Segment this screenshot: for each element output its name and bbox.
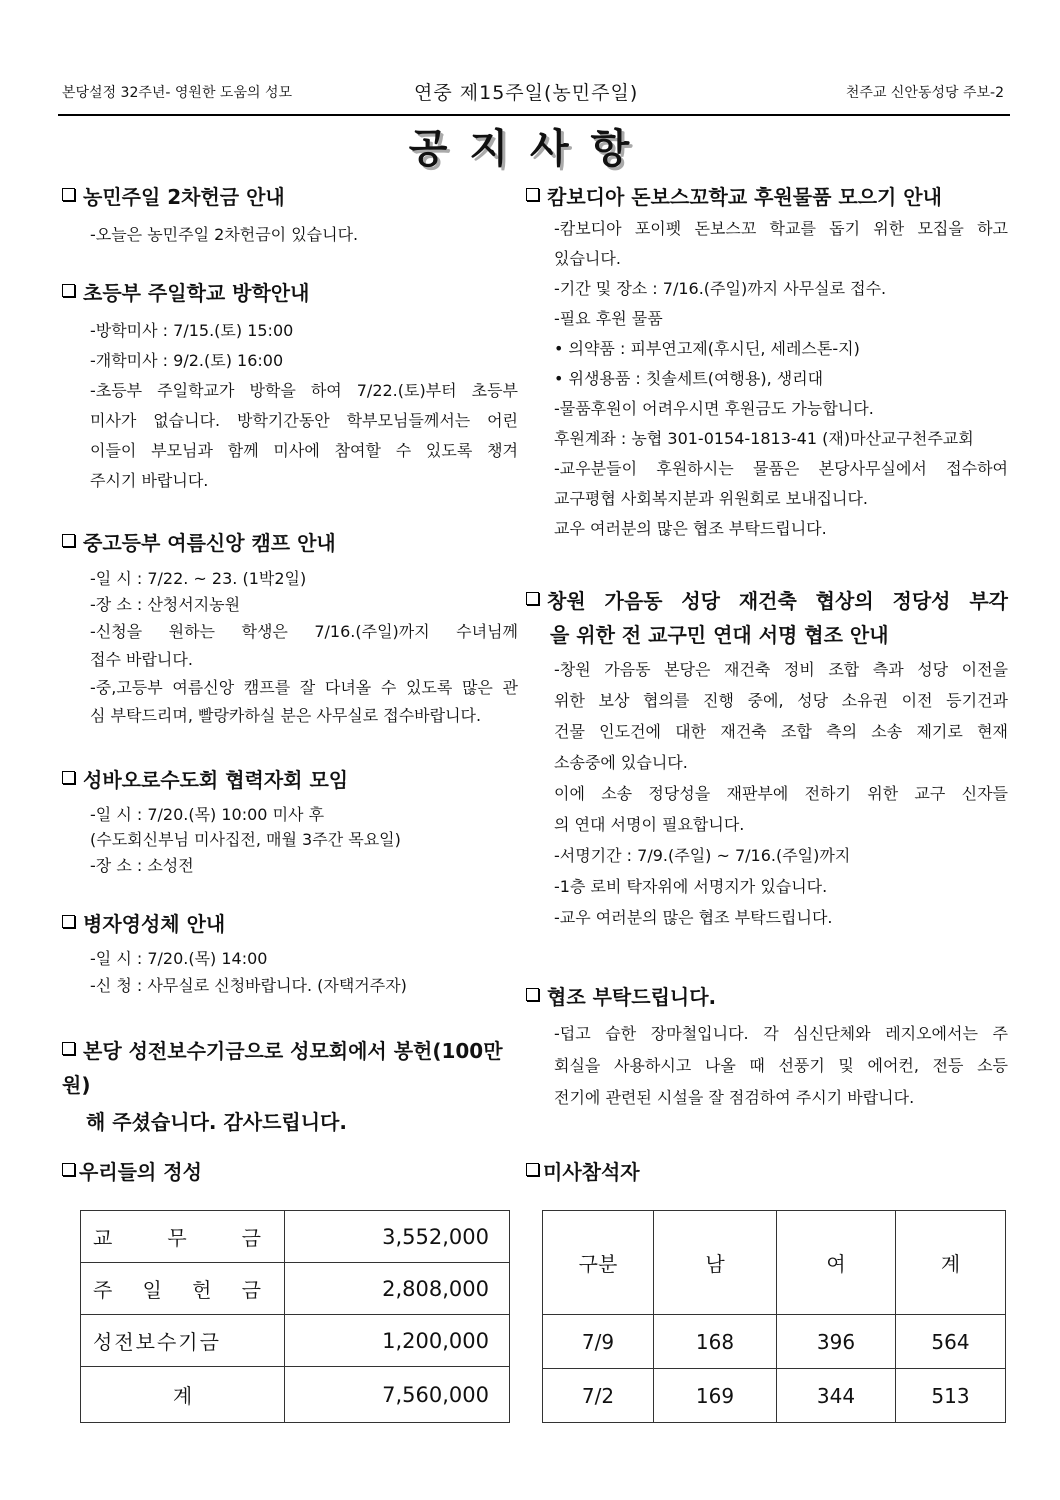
notice-line: -물품후원이 어려우시면 후원금도 가능합니다.	[554, 399, 874, 418]
notice-line: (수도회신부님 미사집전, 매월 3주간 목요일)	[90, 830, 401, 849]
notice-line: -기간 및 장소 : 7/16.(주일)까지 사무실로 접수.	[554, 279, 887, 298]
section-title: 미사참석자	[543, 1160, 640, 1184]
checkbox-bullet-icon	[62, 771, 75, 784]
table-cell-label: 교 무 금	[81, 1211, 285, 1263]
notice-title: 창원 가음동 성당 재건축 협상의 정당성 부각	[547, 589, 1008, 613]
checkbox-bullet-icon	[526, 988, 539, 1001]
table-header-row	[543, 1211, 1006, 1315]
table-row	[543, 1369, 1006, 1423]
checkbox-bullet-icon	[62, 284, 75, 297]
notice-line: 교우 여러분의 많은 협조 부탁드립니다.	[554, 519, 827, 538]
notice-farmers-sunday	[62, 180, 522, 250]
notice-line: 위한 보상 협의를 진행 중에, 성당 소유권 이전 등기건과	[554, 691, 1008, 710]
notice-line: 있습니다.	[554, 249, 621, 268]
offering-table	[80, 1210, 510, 1423]
table-cell: 564	[896, 1315, 1006, 1369]
notice-line: -캄보디아 포이펫 돈보스꼬 학교를 돕기 위한 모집을 하고	[554, 219, 1008, 238]
table-cell: 7/2	[543, 1369, 654, 1423]
table-cell: 513	[896, 1369, 1006, 1423]
table-cell: 344	[777, 1369, 896, 1423]
notice-title: 초등부 주일학교 방학안내	[83, 281, 310, 305]
page-title: 공지사항	[408, 126, 652, 172]
table-header-cell: 계	[896, 1211, 1006, 1315]
checkbox-bullet-icon	[62, 534, 75, 547]
notice-title: 본당 성전보수기금으로 성모회에서 봉헌(100만원)	[62, 1039, 503, 1097]
checkbox-bullet-icon	[526, 188, 539, 201]
notice-youth-camp	[62, 526, 518, 730]
notice-line: -교우 여러분의 많은 협조 부탁드립니다.	[554, 908, 833, 927]
notice-donation-thanks	[62, 1034, 522, 1142]
table-cell: 169	[654, 1369, 777, 1423]
notice-line: 접수 바랍니다.	[90, 650, 193, 669]
table-cell-value: 1,200,000	[285, 1315, 510, 1367]
notice-title: 병자영성체 안내	[83, 912, 226, 936]
notice-line: -장 소 : 산청서지농원	[90, 595, 241, 614]
notice-cooperation-request	[526, 980, 1008, 1114]
notice-title: 성바오로수도회 협력자회 모임	[83, 768, 349, 792]
table-cell: 7/9	[543, 1315, 654, 1369]
notice-cambodia-donation	[526, 180, 1008, 544]
notice-line: -신 청 : 사무실로 신청바랍니다. (자택거주자)	[90, 976, 407, 995]
notice-line: -덥고 습한 장마철입니다. 각 심신단체와 레지오에서는 주	[554, 1024, 1008, 1043]
notice-line: -일 시 : 7/20.(목) 10:00 미사 후	[90, 805, 325, 824]
table-cell-value: 2,808,000	[285, 1263, 510, 1315]
table-cell-label: 계	[81, 1367, 285, 1423]
notice-line: -1층 로비 탁자위에 서명지가 있습니다.	[554, 877, 828, 896]
offering-section-heading	[62, 1155, 202, 1189]
attendance-table	[542, 1210, 1006, 1423]
bulletin-header	[58, 76, 1010, 116]
notice-line: -중,고등부 여름신앙 캠프를 잘 다녀올 수 있도록 많은 관	[90, 678, 518, 697]
checkbox-bullet-icon	[62, 188, 75, 201]
notice-line: 미사가 없습니다. 방학기간동안 학부모님들께서는 어린	[90, 411, 518, 430]
table-row	[81, 1367, 510, 1423]
notice-line: 후원계좌 : 농협 301-0154-1813-41 (재)마산교구천주교회	[554, 429, 974, 448]
table-cell-label: 주 일 헌 금	[81, 1263, 285, 1315]
notice-title: 캄보디아 돈보스꼬학교 후원물품 모으기 안내	[547, 185, 942, 209]
notice-elementary-vacation	[62, 276, 518, 496]
table-cell: 168	[654, 1315, 777, 1369]
notice-line: -개학미사 : 9/2.(토) 16:00	[90, 351, 284, 370]
section-title: 우리들의 정성	[79, 1160, 202, 1184]
notice-line: -창원 가음동 본당은 재건축 정비 조합 측과 성당 이전을	[554, 660, 1008, 679]
notice-line: -신청을 원하는 학생은 7/16.(주일)까지 수녀님께	[90, 622, 518, 641]
notice-line: -방학미사 : 7/15.(토) 15:00	[90, 321, 294, 340]
notice-pauline-meeting	[62, 763, 522, 879]
notice-title-continued: 을 위한 전 교구민 연대 서명 협조 안내	[550, 623, 889, 647]
notice-line: • 위생용품 : 칫솔세트(여행용), 생리대	[554, 369, 824, 388]
header-center: 연중 제15주일(농민주일)	[414, 82, 639, 104]
notice-line: 이에 소송 정당성을 재판부에 전하기 위한 교구 신자들	[554, 784, 1008, 803]
table-header-cell: 구분	[543, 1211, 654, 1315]
table-cell-value: 3,552,000	[285, 1211, 510, 1263]
notice-line: 교구평협 사회복지분과 위원회로 보내집니다.	[554, 489, 869, 508]
table-row	[81, 1211, 510, 1263]
table-header-cell: 남	[654, 1211, 777, 1315]
table-cell-value: 7,560,000	[285, 1367, 510, 1423]
header-left: 본당설정 32주년- 영원한 도움의 성모	[62, 85, 293, 101]
notice-line: -필요 후원 물품	[554, 309, 663, 328]
table-row	[543, 1315, 1006, 1369]
notice-line: 주시기 바랍니다.	[90, 471, 209, 490]
notice-title: 협조 부탁드립니다.	[547, 985, 717, 1009]
notice-line: 심 부탁드리며, 빨랑카하실 분은 사무실로 접수바랍니다.	[90, 706, 482, 725]
checkbox-bullet-icon	[62, 1163, 75, 1176]
notice-line: 이들이 부모님과 함께 미사에 참여할 수 있도록 챙겨	[90, 441, 518, 460]
table-row	[81, 1263, 510, 1315]
notice-title: 농민주일 2차헌금 안내	[83, 185, 285, 209]
notice-line: • 의약품 : 피부연고제(후시딘, 세레스톤-지)	[554, 339, 860, 358]
notice-title-continued: 해 주셨습니다. 감사드립니다.	[86, 1110, 347, 1134]
table-header-cell: 여	[777, 1211, 896, 1315]
notice-line: -일 시 : 7/20.(목) 14:00	[90, 949, 268, 968]
notice-line: -서명기간 : 7/9.(주일) ~ 7/16.(주일)까지	[554, 846, 851, 865]
notice-line: 소송중에 있습니다.	[554, 753, 688, 772]
checkbox-bullet-icon	[62, 1042, 75, 1055]
notice-line: -오늘은 농민주일 2차헌금이 있습니다.	[90, 225, 359, 244]
notice-line: -일 시 : 7/22. ~ 23. (1박2일)	[90, 569, 307, 588]
header-right: 천주교 신안동성당 주보-2	[845, 85, 1004, 101]
table-row	[81, 1315, 510, 1367]
notice-gaeum-petition	[526, 584, 1008, 933]
notice-title: 중고등부 여름신앙 캠프 안내	[83, 531, 336, 555]
notice-line: -교우분들이 후원하시는 물품은 본당사무실에서 접수하여	[554, 459, 1008, 478]
attendance-section-heading	[526, 1155, 640, 1189]
table-cell: 396	[777, 1315, 896, 1369]
notice-line: 전기에 관련된 시설을 잘 점검하여 주시기 바랍니다.	[554, 1088, 915, 1107]
checkbox-bullet-icon	[62, 915, 75, 928]
notice-line: 의 연대 서명이 필요합니다.	[554, 815, 745, 834]
checkbox-bullet-icon	[526, 592, 539, 605]
notice-line: 회실을 사용하시고 나올 때 선풍기 및 에어컨, 전등 소등	[554, 1056, 1008, 1075]
notice-line: -장 소 : 소성전	[90, 856, 194, 875]
notice-line: -초등부 주일학교가 방학을 하여 7/22.(토)부터 초등부	[90, 381, 518, 400]
notice-sick-communion	[62, 907, 522, 1001]
checkbox-bullet-icon	[526, 1163, 539, 1176]
notice-line: 건물 인도건에 대한 재건축 조합 측의 소송 제기로 현재	[554, 722, 1008, 741]
table-cell-label: 성전보수기금	[81, 1315, 285, 1367]
